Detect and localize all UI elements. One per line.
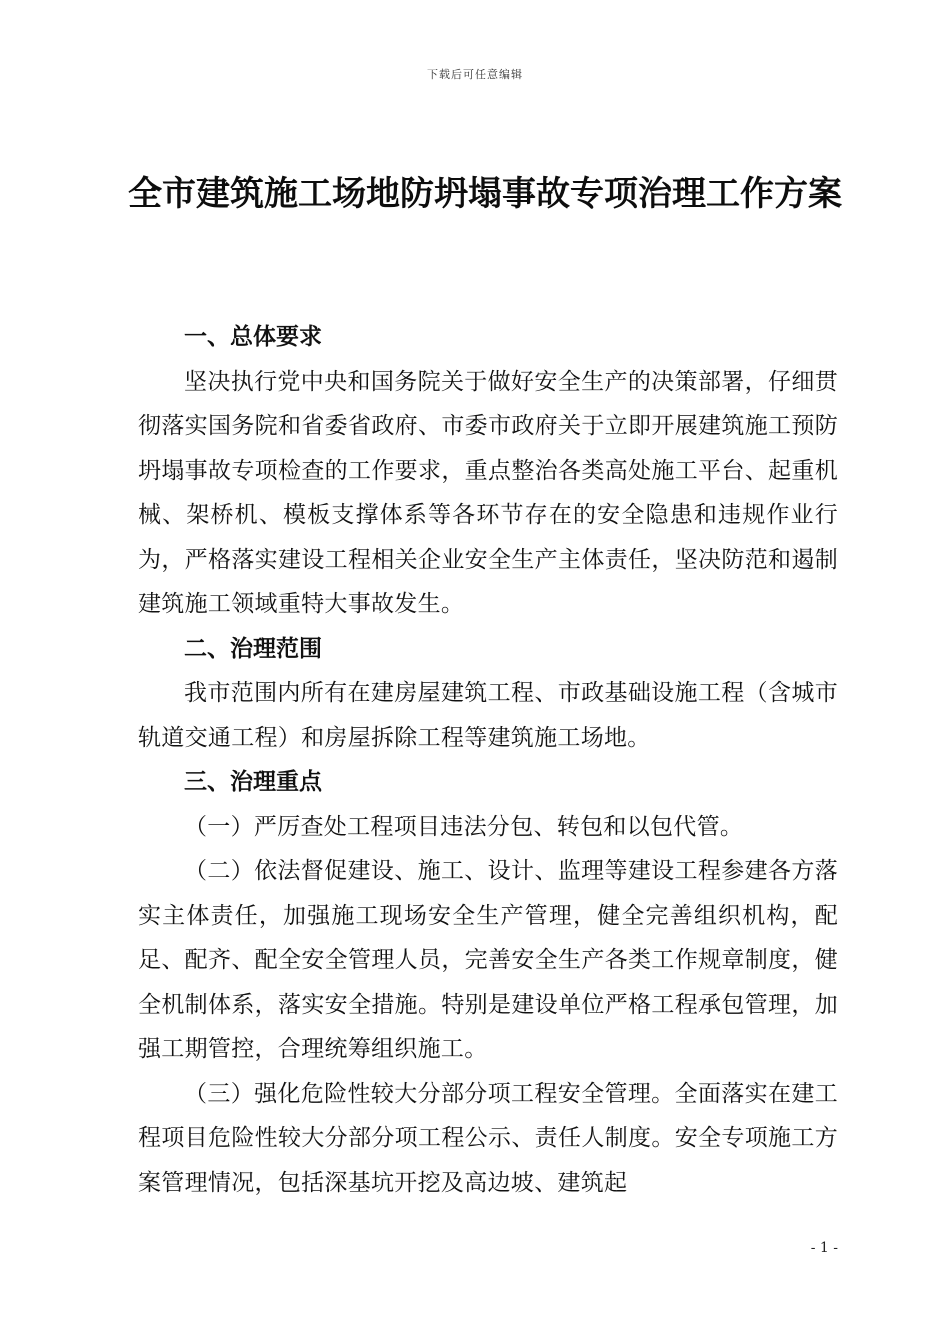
section-heading: 二、治理范围 (184, 635, 322, 662)
document-title: 全市建筑施工场地防坍塌事故专项治理工作方案 (128, 174, 842, 214)
paragraph: （一）严厉查处工程项目违法分包、转包和以包代管。 (184, 813, 744, 840)
section-heading: 一、总体要求 (184, 324, 322, 350)
page-number: - 1 - (810, 1240, 838, 1256)
paragraph: 我市范围内所有在建房屋建筑工程、市政基础设施工程（含城市轨道交通工程）和房屋拆除工程等建筑施工场地。 (138, 680, 838, 751)
paragraph: 坚决执行党中央和国务院关于做好安全生产的决策部署，仔细贯彻落实国务院和省委省政府、市委市政府关于立即开展建筑施工预防坍塌事故专项检查的工作要求，重点整治各类高处施工平台、起重机械、架桥机、模板支撑体系等各环节存在的安全隐患和违规作业行为，严格落实建设工程相关企业安全生产主体责任，坚决防范和遏制建筑施工领域重特大事故发生。 (138, 368, 838, 617)
paragraph: （三）强化危险性较大分部分项工程安全管理。全面落实在建工程项目危险性较大分部分项工程公示、责任人制度。安全专项施工方案管理情况，包括深基坑开挖及高边坡、建筑起 (138, 1080, 838, 1196)
page-header: 下载后可任意编辑 (427, 68, 523, 81)
section-heading: 三、治理重点 (184, 769, 322, 795)
document-body (138, 315, 838, 1205)
paragraph: （二）依法督促建设、施工、设计、监理等建设工程参建各方落实主体责任，加强施工现场安全生产管理，健全完善组织机构，配足、配齐、配全安全管理人员，完善安全生产各类工作规章制度，健全机制体系，落实安全措施。特别是建设单位严格工程承包管理，加强工期管控，合理统筹组织施工。 (138, 858, 838, 1062)
